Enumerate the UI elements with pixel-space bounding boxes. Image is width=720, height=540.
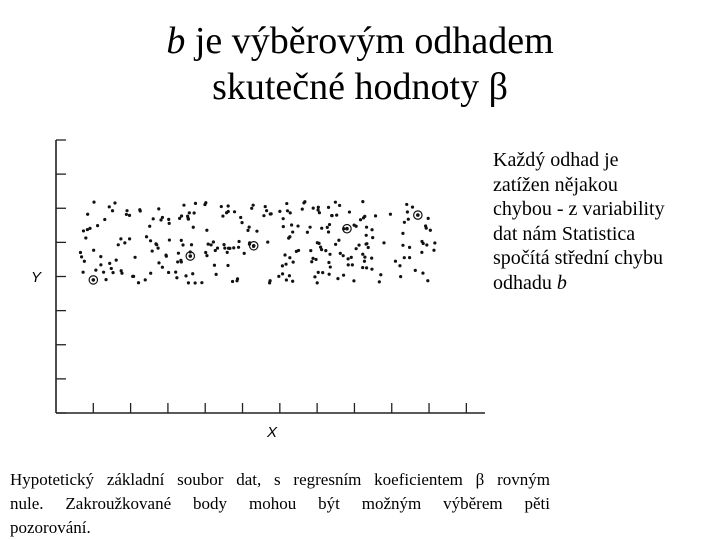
population-point bbox=[313, 275, 316, 278]
population-point bbox=[357, 243, 360, 246]
population-point bbox=[167, 218, 170, 221]
population-point bbox=[110, 267, 113, 270]
population-point bbox=[250, 207, 253, 210]
population-point bbox=[192, 226, 195, 229]
y-axis-label: Y bbox=[30, 269, 42, 286]
population-point bbox=[270, 212, 273, 215]
circled-sample-points bbox=[89, 211, 422, 284]
population-point bbox=[334, 243, 337, 246]
population-point bbox=[149, 239, 152, 242]
population-point bbox=[205, 254, 208, 257]
scatter-plot bbox=[0, 130, 490, 440]
population-point bbox=[311, 257, 314, 260]
population-point bbox=[403, 256, 406, 259]
population-point bbox=[164, 253, 167, 256]
circled-point bbox=[188, 254, 192, 258]
population-point bbox=[320, 227, 323, 230]
population-point bbox=[239, 216, 242, 219]
circled-point bbox=[252, 244, 256, 248]
population-point bbox=[411, 205, 414, 208]
population-point bbox=[188, 211, 191, 214]
side-note-line bbox=[493, 271, 715, 296]
population-point bbox=[379, 273, 382, 276]
population-point bbox=[180, 260, 183, 263]
population-point bbox=[113, 201, 116, 204]
population-point bbox=[187, 217, 190, 220]
population-point bbox=[243, 252, 246, 255]
population-point bbox=[181, 243, 184, 246]
side-note-line: Každý odhad je bbox=[493, 149, 619, 171]
population-point bbox=[187, 281, 190, 284]
population-point bbox=[433, 241, 436, 244]
population-point bbox=[359, 218, 362, 221]
population-point bbox=[226, 264, 229, 267]
population-point bbox=[425, 243, 428, 246]
population-point bbox=[320, 248, 323, 251]
population-point bbox=[283, 253, 286, 256]
population-point bbox=[427, 217, 430, 220]
population-point bbox=[398, 264, 401, 267]
population-point bbox=[235, 279, 238, 282]
population-point bbox=[401, 244, 404, 247]
figure-caption bbox=[10, 468, 550, 540]
population-point bbox=[350, 256, 353, 259]
population-point bbox=[205, 229, 208, 232]
population-point bbox=[337, 239, 340, 242]
population-point bbox=[108, 205, 111, 208]
population-point bbox=[334, 201, 337, 204]
population-point bbox=[342, 254, 345, 257]
population-point bbox=[228, 247, 231, 250]
population-point bbox=[407, 218, 410, 221]
population-point bbox=[355, 225, 358, 228]
population-point bbox=[193, 211, 196, 214]
population-point bbox=[264, 205, 267, 208]
population-point bbox=[278, 210, 281, 213]
population-point bbox=[108, 262, 111, 265]
population-point bbox=[361, 253, 364, 256]
population-point bbox=[339, 252, 342, 255]
caption-line-2: nule. Zakroužkované body mohou být možným výběrem pěti bbox=[10, 494, 550, 513]
population-point bbox=[429, 229, 432, 232]
population-point bbox=[190, 243, 193, 246]
population-point bbox=[363, 215, 366, 218]
population-point bbox=[154, 242, 157, 245]
population-point bbox=[382, 241, 385, 244]
population-point bbox=[316, 281, 319, 284]
population-point bbox=[79, 251, 82, 254]
population-point bbox=[408, 246, 411, 249]
population-point bbox=[288, 256, 291, 259]
population-point bbox=[213, 264, 216, 267]
population-point bbox=[232, 246, 235, 249]
population-point bbox=[309, 249, 312, 252]
population-point bbox=[156, 247, 159, 250]
population-point bbox=[290, 223, 293, 226]
population-point bbox=[301, 208, 304, 211]
population-point bbox=[285, 202, 288, 205]
population-point bbox=[152, 217, 155, 220]
population-point bbox=[284, 263, 287, 266]
population-point bbox=[92, 249, 95, 252]
population-point bbox=[200, 281, 203, 284]
population-point bbox=[223, 246, 226, 249]
caption-line-3: pozorování. bbox=[10, 518, 91, 537]
population-point bbox=[432, 249, 435, 252]
population-point bbox=[365, 226, 368, 229]
population-point bbox=[125, 209, 128, 212]
population-point bbox=[180, 214, 183, 217]
population-point bbox=[336, 277, 339, 280]
population-point bbox=[137, 281, 140, 284]
population-point bbox=[378, 280, 381, 283]
population-point bbox=[363, 260, 366, 263]
population-point bbox=[296, 224, 299, 227]
side-note-variable-b: b bbox=[556, 271, 567, 294]
population-point bbox=[226, 251, 229, 254]
side-note-last-prefix: odhadu bbox=[493, 271, 557, 294]
x-axis-label: X bbox=[266, 424, 278, 440]
population-point bbox=[176, 260, 179, 263]
population-point bbox=[361, 200, 364, 203]
caption-line-1: Hypotetický základní soubor dat, s regresním koeficientem β rovným bbox=[10, 470, 550, 489]
population-point bbox=[102, 271, 105, 274]
population-point bbox=[370, 268, 373, 271]
population-point bbox=[123, 241, 126, 244]
population-point bbox=[180, 239, 183, 242]
population-point bbox=[128, 237, 131, 240]
population-point bbox=[403, 221, 406, 224]
population-point bbox=[133, 256, 136, 259]
population-point bbox=[355, 247, 358, 250]
population-point bbox=[328, 253, 331, 256]
population-point bbox=[335, 213, 338, 216]
population-point bbox=[138, 208, 141, 211]
population-point bbox=[111, 271, 114, 274]
population-point bbox=[406, 210, 409, 213]
slide-title bbox=[60, 18, 660, 110]
side-note bbox=[493, 148, 715, 295]
population-point bbox=[86, 213, 89, 216]
population-point bbox=[265, 209, 268, 212]
population-point bbox=[420, 240, 423, 243]
population-point bbox=[363, 256, 366, 259]
population-point bbox=[297, 249, 300, 252]
population-point bbox=[174, 271, 177, 274]
population-point bbox=[88, 227, 91, 230]
population-point bbox=[310, 260, 313, 263]
population-point bbox=[214, 249, 217, 252]
population-point bbox=[312, 207, 315, 210]
population-point bbox=[168, 222, 171, 225]
population-point bbox=[370, 257, 373, 260]
population-point bbox=[177, 252, 180, 255]
population-point bbox=[389, 213, 392, 216]
population-point bbox=[328, 273, 331, 276]
population-point bbox=[161, 266, 164, 269]
side-note-line: spočítá střední chybu bbox=[493, 247, 663, 269]
population-point bbox=[128, 214, 131, 217]
population-point bbox=[347, 263, 350, 266]
population-point bbox=[282, 225, 285, 228]
population-point bbox=[104, 278, 107, 281]
population-point bbox=[321, 271, 324, 274]
population-point bbox=[222, 243, 225, 246]
population-point bbox=[291, 230, 294, 233]
population-point bbox=[352, 279, 355, 282]
population-point bbox=[80, 255, 83, 258]
population-point bbox=[425, 226, 428, 229]
population-point bbox=[338, 204, 341, 207]
population-point bbox=[308, 226, 311, 229]
population-point bbox=[240, 221, 243, 224]
population-point bbox=[426, 279, 429, 282]
population-point bbox=[237, 240, 240, 243]
population-point bbox=[117, 243, 120, 246]
population-point bbox=[131, 275, 134, 278]
title-line-1 bbox=[60, 18, 660, 64]
population-point bbox=[420, 251, 423, 254]
population-point bbox=[231, 280, 234, 283]
population-point bbox=[120, 269, 123, 272]
population-point bbox=[285, 278, 288, 281]
population-point bbox=[103, 218, 106, 221]
population-point bbox=[207, 242, 210, 245]
population-point bbox=[246, 229, 249, 232]
population-point bbox=[159, 218, 162, 221]
population-point bbox=[286, 209, 289, 212]
population-point bbox=[268, 281, 271, 284]
population-point bbox=[209, 243, 212, 246]
population-point bbox=[317, 206, 320, 209]
population-point bbox=[365, 266, 368, 269]
population-point bbox=[370, 228, 373, 231]
population-point bbox=[288, 235, 291, 238]
population-point bbox=[292, 260, 295, 263]
population-point bbox=[248, 226, 251, 229]
population-point bbox=[317, 271, 320, 274]
population-point bbox=[282, 217, 285, 220]
population-point bbox=[281, 272, 284, 275]
population-point bbox=[227, 210, 230, 213]
population-point bbox=[175, 276, 178, 279]
population-point bbox=[96, 224, 99, 227]
population-point bbox=[237, 246, 240, 249]
population-point bbox=[330, 214, 333, 217]
population-point bbox=[167, 271, 170, 274]
population-point bbox=[111, 209, 114, 212]
circled-point bbox=[345, 227, 349, 231]
population-point bbox=[262, 214, 265, 217]
population-point bbox=[348, 210, 351, 213]
population-point bbox=[182, 204, 185, 207]
population-point bbox=[191, 272, 194, 275]
population-point bbox=[82, 229, 85, 232]
population-points bbox=[79, 200, 437, 285]
population-point bbox=[394, 260, 397, 263]
population-point bbox=[83, 260, 86, 263]
population-point bbox=[288, 274, 291, 277]
population-point bbox=[361, 266, 364, 269]
population-point bbox=[216, 246, 219, 249]
population-point bbox=[99, 255, 102, 258]
population-point bbox=[148, 225, 151, 228]
population-point bbox=[421, 272, 424, 275]
side-note-line: dat nám Statistica bbox=[493, 222, 636, 245]
population-point bbox=[289, 211, 292, 214]
population-point bbox=[194, 202, 197, 205]
population-point bbox=[92, 201, 95, 204]
population-point bbox=[221, 214, 224, 217]
population-point bbox=[94, 269, 97, 272]
circled-point bbox=[416, 213, 420, 217]
population-point bbox=[408, 256, 411, 259]
population-point bbox=[302, 201, 305, 204]
population-point bbox=[374, 214, 377, 217]
population-point bbox=[401, 232, 404, 235]
population-point bbox=[144, 278, 147, 281]
population-point bbox=[227, 204, 230, 207]
population-point bbox=[220, 205, 223, 208]
population-point bbox=[168, 238, 171, 241]
circled-point bbox=[92, 278, 96, 282]
population-point bbox=[157, 261, 160, 264]
population-point bbox=[405, 203, 408, 206]
population-point bbox=[327, 206, 330, 209]
population-point bbox=[365, 234, 368, 237]
side-note-line: zatížen nějakou bbox=[493, 173, 618, 196]
population-point bbox=[125, 213, 128, 216]
population-point bbox=[342, 274, 345, 277]
population-point bbox=[367, 246, 370, 249]
population-point bbox=[115, 259, 118, 262]
population-point bbox=[314, 258, 317, 261]
population-point bbox=[233, 210, 236, 213]
population-point bbox=[203, 203, 206, 206]
population-point bbox=[327, 230, 330, 233]
side-note-line: chybou - z variability bbox=[493, 198, 665, 220]
title-variable-b: b bbox=[166, 20, 186, 62]
title-line-1-rest: je výběrovým odhadem bbox=[185, 20, 554, 62]
population-point bbox=[316, 241, 319, 244]
population-point bbox=[157, 207, 160, 210]
population-point bbox=[324, 249, 327, 252]
population-point bbox=[84, 236, 87, 239]
population-point bbox=[266, 240, 269, 243]
population-point bbox=[99, 263, 102, 266]
population-point bbox=[145, 235, 148, 238]
population-point bbox=[351, 263, 354, 266]
population-point bbox=[371, 236, 374, 239]
population-point bbox=[255, 230, 258, 233]
population-point bbox=[252, 204, 255, 207]
population-point bbox=[365, 242, 368, 245]
population-point bbox=[215, 273, 218, 276]
population-point bbox=[399, 275, 402, 278]
population-point bbox=[327, 261, 330, 264]
population-point bbox=[326, 226, 329, 229]
population-point bbox=[316, 208, 319, 211]
population-point bbox=[204, 251, 207, 254]
population-point bbox=[328, 223, 331, 226]
population-point bbox=[194, 281, 197, 284]
plot-axes bbox=[56, 140, 485, 413]
population-point bbox=[346, 257, 349, 260]
title-line-2: skutečné hodnoty β bbox=[212, 66, 508, 108]
population-point bbox=[149, 272, 152, 275]
population-point bbox=[184, 274, 187, 277]
population-point bbox=[329, 265, 332, 268]
population-point bbox=[277, 275, 280, 278]
population-point bbox=[119, 237, 122, 240]
population-point bbox=[291, 280, 294, 283]
population-point bbox=[151, 249, 154, 252]
population-point bbox=[212, 240, 215, 243]
population-point bbox=[414, 269, 417, 272]
population-point bbox=[281, 264, 284, 267]
population-point bbox=[82, 271, 85, 274]
population-point bbox=[306, 231, 309, 234]
